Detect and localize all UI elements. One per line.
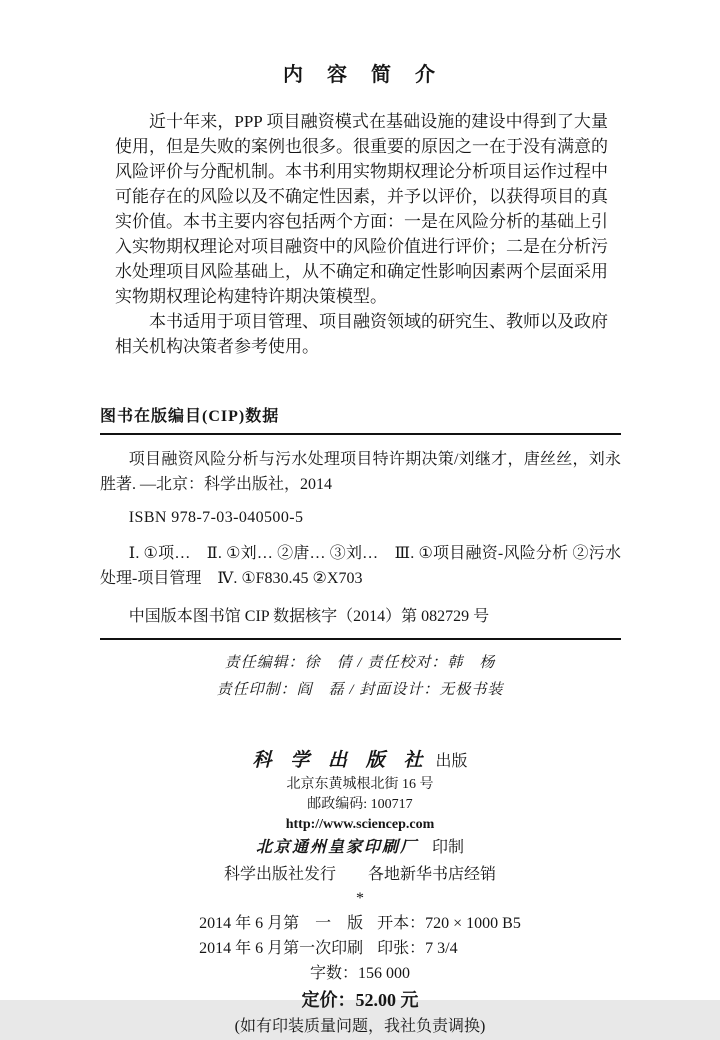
- publisher-role: 出版: [435, 753, 468, 770]
- publisher-address: 北京东黄城根北街 16 号: [286, 777, 434, 792]
- intro-paragraph: 本书适用于项目管理、项目融资领域的研究生、教师以及政府相关机构决策者参考使用。: [115, 312, 608, 356]
- publisher-url: http://www.sciencep.com: [285, 817, 435, 832]
- printer-name: 北京通州皇家印刷厂: [255, 839, 418, 856]
- cip-isbn: ISBN 978-7-03-040500-5: [128, 509, 304, 526]
- page-title: 内 容 简 介: [283, 64, 437, 86]
- credits-editors: 责任编辑：徐 倩 / 责任校对：韩 杨: [224, 655, 496, 671]
- publisher-postcode: 邮政编码: 100717: [307, 797, 413, 812]
- cip-body: [100, 435, 621, 626]
- separator-asterisk: *: [356, 890, 364, 907]
- cip-classification: Ⅰ. ①项… Ⅱ. ①刘… ②唐… ③刘… Ⅲ. ①项目融资-风险分析 ②污水处理-项目管理 Ⅳ. ①F830.45 ②X703: [100, 545, 621, 587]
- cip-section-header: 图书在版编目(CIP)数据: [100, 408, 280, 425]
- edition-format: 开本：720 × 1000 B5: [377, 915, 521, 932]
- edition-date: 2014 年 6 月第 一 版: [199, 915, 364, 932]
- cip-registration-number: 中国版本图书馆 CIP 数据核字（2014）第 082729 号: [128, 608, 490, 625]
- distribution-line: 科学出版社发行 各地新华书店经销: [223, 866, 496, 883]
- cip-section: [100, 403, 621, 640]
- publisher-line: [0, 748, 720, 775]
- edition-block: [199, 911, 521, 961]
- publisher-name: 科 学 出 版 社: [252, 750, 430, 771]
- edition-row: [199, 936, 521, 961]
- edition-row: [199, 911, 521, 936]
- printer-role: 印制: [432, 839, 465, 856]
- credits-section: [0, 650, 720, 704]
- colophon-section: [0, 748, 720, 1040]
- word-count: 字数：156 000: [309, 965, 410, 982]
- divider-bottom: [100, 638, 621, 640]
- cip-title-statement: 项目融资风险分析与污水处理项目特许期决策/刘继才，唐丝丝，刘永胜著. —北京：科学出版社，2014: [100, 451, 621, 493]
- sheet-count: 印张：7 3/4: [377, 940, 458, 957]
- credits-printing-design: 责任印制：阎 磊 / 封面设计：无极书装: [216, 682, 504, 698]
- quality-notice: (如有印装质量问题，我社负责调换): [234, 1018, 486, 1035]
- price: 定价：52.00 元: [301, 990, 419, 1010]
- printer-line: [0, 836, 720, 860]
- intro-paragraph: 近十年来，PPP 项目融资模式在基础设施的建设中得到了大量使用，但是失败的案例也很多。很重要的原因之一在于没有满意的风险评价与分配机制。本书利用实物期权理论分析项目运作过程中可能存在的风险以及不确定性因素，并予以评价，以获得项目的真实价值。本书主要内容包括两个方面：一是在风险分析的基础上引入实物期权理论对项目融资中的风险价值进行评价；二是在分析污水处理项目风险基础上，从不确定和确定性影响因素两个层面采用实物期权理论构建特许期决策模型。: [115, 112, 608, 306]
- printing-date: 2014 年 6 月第一次印刷: [199, 940, 364, 957]
- intro-body: [115, 109, 608, 359]
